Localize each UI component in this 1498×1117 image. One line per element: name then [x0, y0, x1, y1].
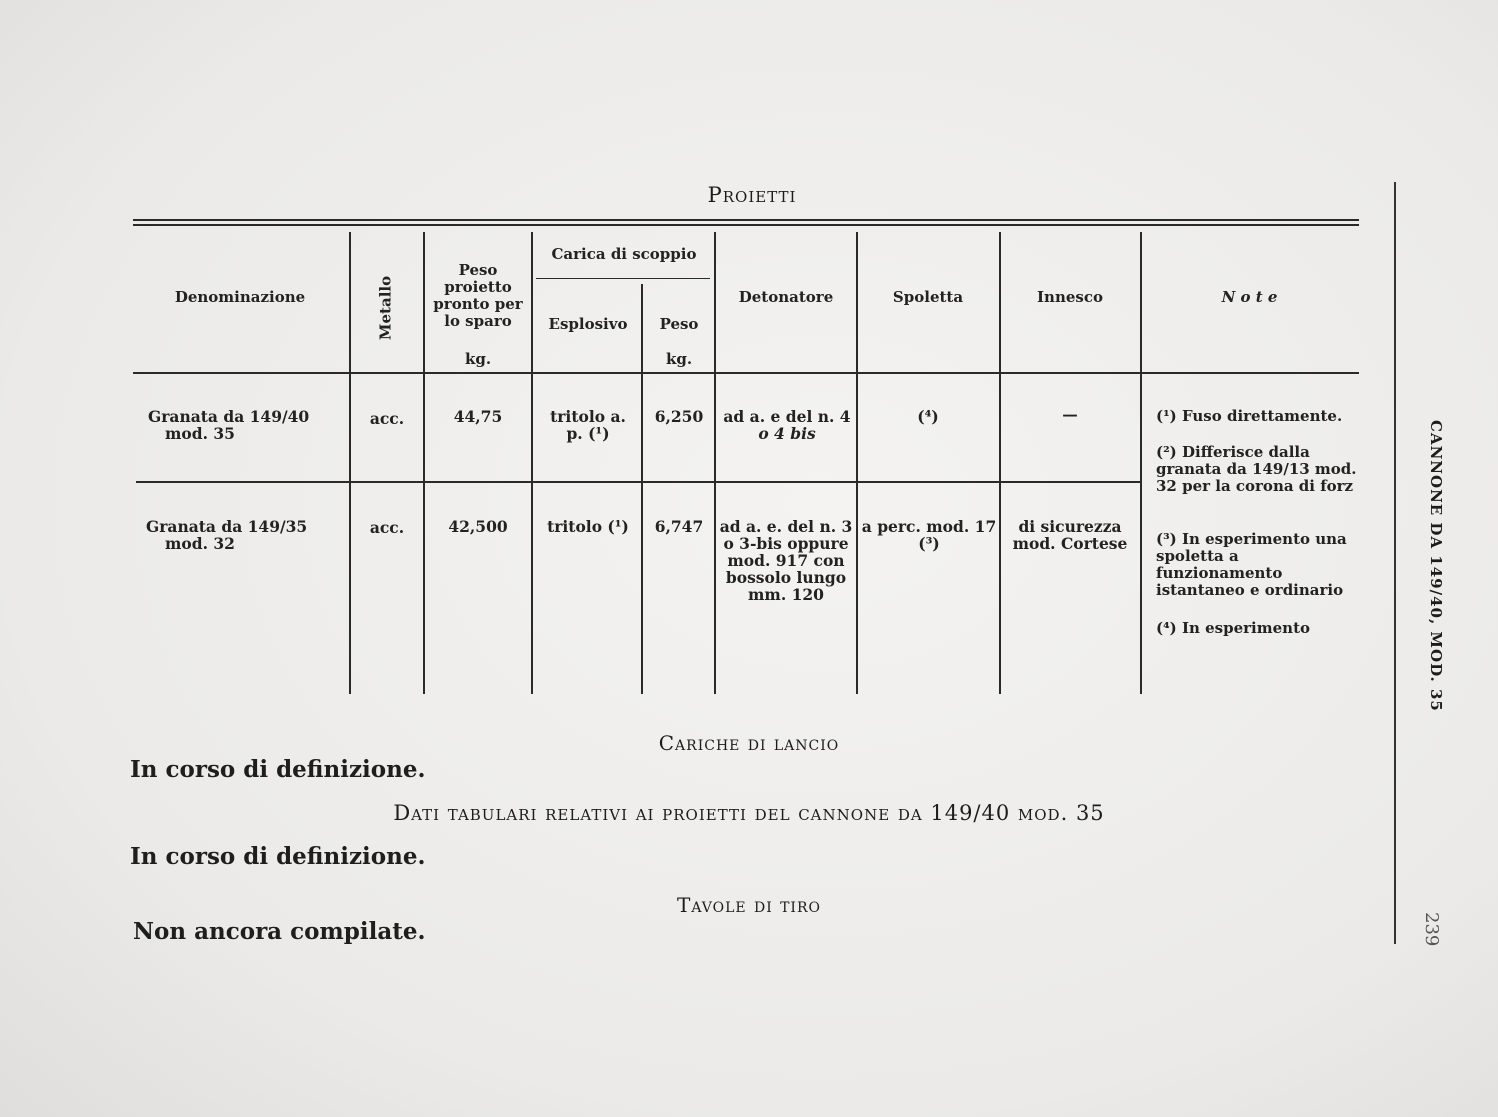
header-detonatore: Detonatore	[738, 288, 834, 306]
row2-detonatore-line5: mm. 120	[748, 585, 824, 604]
row1-peso: 6,250	[654, 407, 704, 426]
row1-denominazione-line2: mod. 35	[165, 424, 235, 443]
header-peso-unit: kg.	[665, 350, 693, 368]
dati-text: In corso di definizione.	[130, 843, 426, 870]
header-metallo-wrap	[376, 275, 396, 341]
table-row-separator	[136, 481, 1140, 483]
header-peso-proietto-unit: kg.	[464, 350, 492, 368]
header-peso-proietto: Peso proietto pronto per lo sparo	[433, 261, 523, 330]
carica-subheader-rule	[536, 278, 710, 279]
section-title-dati-tabulari: Dati tabulari relativi ai proietti del cannone da 149/40 mod. 35	[393, 801, 1105, 825]
note-2: (²) Differisce dalla granata da 149/13 mod. 32 per la corona di forz	[1156, 443, 1357, 495]
header-peso: Peso	[659, 315, 699, 333]
row1-spoletta: (⁴)	[917, 407, 939, 426]
row2-esplosivo: tritolo (¹)	[547, 517, 629, 536]
row1-esplosivo-line2: p. (¹)	[566, 424, 610, 443]
side-margin-rule	[1394, 182, 1396, 944]
section-title-tavole: Tavole di tiro	[677, 893, 821, 917]
header-innesco: Innesco	[1037, 288, 1103, 306]
header-esplosivo: Esplosivo	[548, 315, 628, 333]
note-3: (³) In esperimento una spoletta a funzionamento istantaneo e ordinario	[1156, 530, 1347, 599]
tavole-text: Non ancora compilate.	[133, 918, 426, 945]
row1-denominazione-line1: Granata da 149/40	[148, 407, 310, 426]
row1-detonatore-line2: o 4 bis	[758, 424, 816, 443]
section-title-proietti: Proietti	[707, 183, 797, 207]
row2-spoletta-line1: a perc. mod. 17	[861, 517, 997, 536]
row2-metallo: acc.	[369, 518, 405, 537]
row2-detonatore-line4: bossolo lungo	[725, 568, 847, 587]
row2-denominazione-line2: mod. 32	[165, 534, 235, 553]
row2-spoletta-line2: (³)	[918, 534, 940, 553]
row2-peso-proietto: 42,500	[448, 517, 508, 536]
table-top-rule-2	[133, 224, 1359, 226]
col-divider-1	[349, 232, 351, 694]
cariche-text: In corso di definizione.	[130, 756, 426, 783]
col-divider-3	[531, 232, 533, 694]
col-divider-2	[423, 232, 425, 694]
header-metallo: Metallo	[376, 275, 395, 341]
row1-metallo: acc.	[369, 409, 405, 428]
row2-peso: 6,747	[654, 517, 704, 536]
table-top-rule-1	[133, 219, 1359, 221]
row2-detonatore-line3: mod. 917 con	[727, 551, 845, 570]
header-note: N o t e	[1221, 288, 1278, 306]
row1-peso-proietto: 44,75	[453, 407, 503, 426]
row1-innesco: —	[1062, 405, 1078, 424]
row1-esplosivo-line1: tritolo a.	[550, 407, 626, 426]
col-divider-4	[641, 284, 643, 694]
running-header: CANNONE DA 149/40, MOD. 35	[1427, 420, 1445, 712]
page-number: 239	[1421, 912, 1442, 947]
table-header-rule	[133, 372, 1359, 374]
note-1: (¹) Fuso direttamente.	[1156, 407, 1343, 425]
row2-innesco-line1: di sicurezza	[1018, 517, 1122, 536]
row2-denominazione-line1: Granata da 149/35	[146, 517, 308, 536]
row2-detonatore-line2: o 3-bis oppure	[723, 534, 849, 553]
header-denominazione: Denominazione	[174, 288, 306, 306]
row2-detonatore-line1: ad a. e. del n. 3	[719, 517, 853, 536]
note-4: (⁴) In esperimento	[1156, 619, 1311, 637]
header-carica-di-scoppio: Carica di scoppio	[551, 245, 697, 263]
section-title-cariche: Cariche di lancio	[658, 731, 840, 755]
row1-detonatore-line1: ad a. e del n. 4	[723, 407, 851, 426]
row2-innesco-line2: mod. Cortese	[1012, 534, 1128, 553]
header-spoletta: Spoletta	[892, 288, 964, 306]
